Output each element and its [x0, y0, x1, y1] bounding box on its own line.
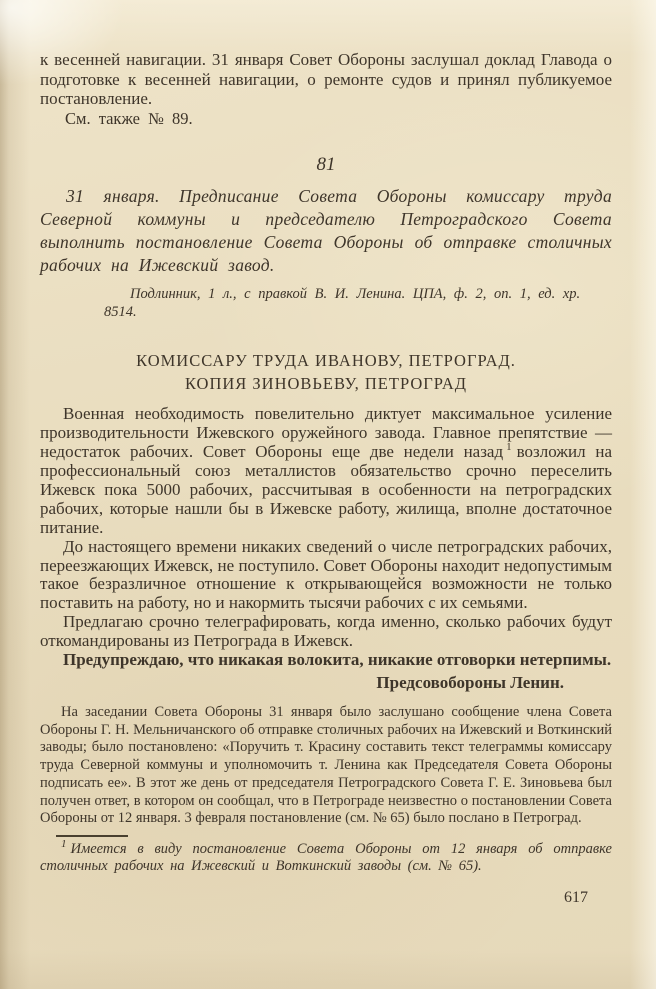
paragraph-text: возложил на профессиональный союз металлистов обязательство срочно переселить Ижевск пока 5000 рабочих, рассчитывая в особенности на петроградских рабочих, которые нашли бы в Ижевске работу, жилища, вполне достаточное питание. — [40, 442, 612, 537]
page-number: 617 — [564, 888, 588, 906]
archival-source-line: Подлинник, 1 л., с правкой В. И. Ленина. ЦПА, ф. 2, оп. 1, ед. хр. 8514. — [104, 286, 581, 320]
document-heading: 31 января. Предписание Совета Обороны комиссару труда Северной коммуны и председателю Петроградского Совета выполнить постановление Совета Обороны об отправке столичных рабочих на Ижевский завод. — [40, 185, 612, 276]
footnote-text: Имеется в виду постановление Совета Обороны от 12 января об отправке столичных рабочих на Ижевский и Воткинский заводы (см. № 65). — [40, 840, 612, 875]
addressee-heading — [40, 350, 612, 395]
body-paragraph-3: Предлагаю срочно телеграфировать, когда именно, сколько рабочих будут откомандированы из Петрограда в Ижевск. — [40, 612, 612, 651]
signature-line: Предсовобороны Ленин. — [376, 673, 564, 692]
addressee-line-2: КОПИЯ ЗИНОВЬЕВУ, ПЕТРОГРАД — [184, 373, 468, 393]
footnote-reference-mark: 1 — [506, 441, 512, 454]
addressee-line-1: КОМИССАРУ ТРУДА ИВАНОВУ, ПЕТРОГРАД. — [136, 351, 516, 371]
body-paragraph-1 — [40, 405, 612, 537]
footnote — [40, 838, 612, 876]
previous-entry-tail: к весенней навигации. 31 января Совет Обороны заслушал доклад Главода о подготовке к весенней навигации, о ремонте судов и принял публикуемое постановление. — [40, 50, 612, 108]
document-number: 81 — [316, 153, 336, 175]
document-body — [40, 405, 612, 693]
body-paragraph-2: До настоящего времени никаких сведений о числе петроградских рабочих, переезжающих Ижевск, не поступило. Совет Обороны находит недопустимым такое безразличное отношение к открывающейся возможности не только поставить на работу, но и накормить тысячи рабочих с их семьями. — [40, 536, 612, 613]
editorial-commentary: На заседании Совета Обороны 31 января было заслушано сообщение члена Совета Обороны Г. Н. Мельничанского об отправке столичных рабочих на Ижевский и Воткинский заводы; было постановлено: «Поручить т. Красину составить текст телеграммы комиссару труда Северной коммуны и уполномочить т. Ленина как Председателя Совета Обороны подписать ее». В этот же день от председателя Петроградского Совета Г. Е. Зиновьева был получен ответ, в котором он сообщал, что в Петрограде неизвестно о постановлении Совета Обороны от 12 января. 3 февраля постановление (см. № 65) было послано в Петроград. — [40, 704, 612, 827]
footnote-marker: 1 — [61, 838, 67, 851]
footnote-separator-rule — [56, 835, 128, 837]
paragraph-text: Военная необходимость повелительно диктует максимальное усиление производительности Ижевского оружейного завода. Главное препятствие — недостаток рабочих. Совет Обороны еще две недели назад — [40, 404, 612, 462]
see-also-note: См. также № 89. — [65, 108, 193, 128]
warning-paragraph: Предупреждаю, что никакая волокита, никакие отговорки нетерпимы. — [63, 650, 612, 670]
